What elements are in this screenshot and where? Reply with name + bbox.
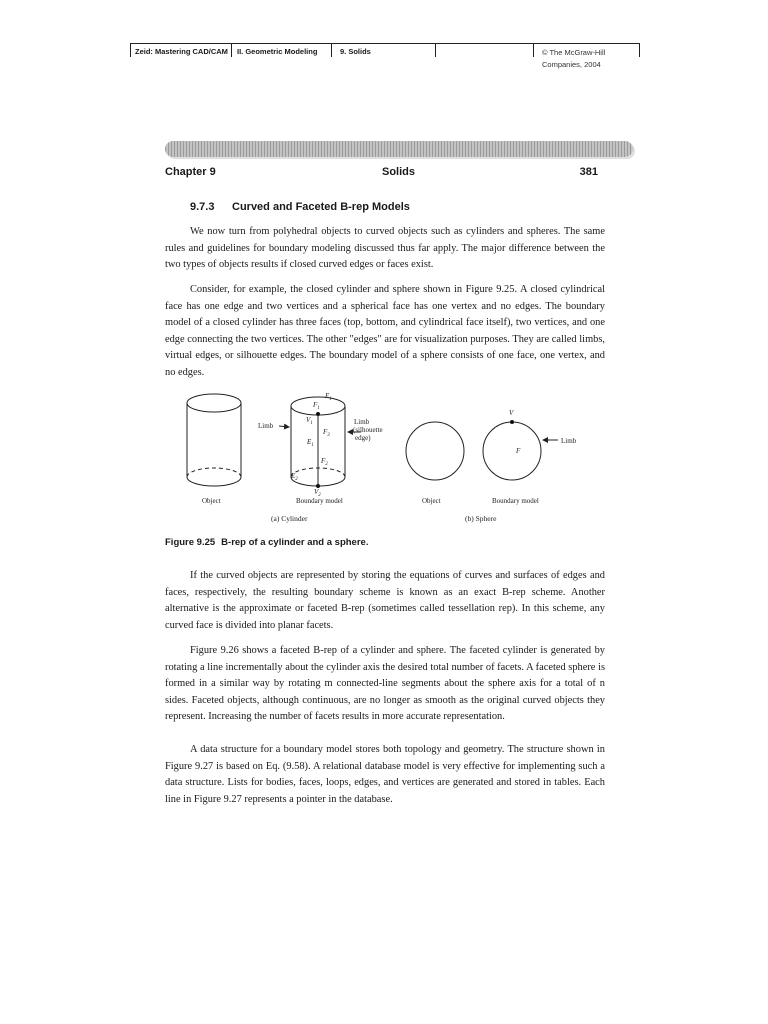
header-divider xyxy=(639,43,640,57)
label-boundary-cylinder: Boundary model xyxy=(296,497,343,505)
chapter-label: Chapter 9 xyxy=(165,166,216,178)
label-f2: $F_2$ xyxy=(321,457,328,467)
sphere-vertex xyxy=(510,420,514,424)
label-sphere-v: V xyxy=(509,409,514,417)
label-e2: $E_2$ xyxy=(291,472,298,482)
label-e1: $E_1$ xyxy=(325,392,332,402)
header-rule xyxy=(130,43,640,44)
label-f1: $F_1$ xyxy=(313,401,320,411)
header-divider xyxy=(533,43,534,57)
section-title: Curved and Faceted B-rep Models xyxy=(232,201,410,213)
figure-number: Figure 9.25 xyxy=(165,537,216,548)
figure-drawing xyxy=(165,388,605,528)
figure-caption xyxy=(165,537,368,548)
header-book-title: Zeid: Mastering CAD/CAM xyxy=(135,47,228,56)
header-divider xyxy=(231,43,232,57)
header-divider xyxy=(130,43,131,57)
label-edge: edge) xyxy=(355,434,371,442)
label-sphere-f: F xyxy=(516,447,521,455)
header-divider xyxy=(331,43,332,57)
label-boundary-sphere: Boundary model xyxy=(492,497,539,505)
label-v1: $V_1$ xyxy=(306,416,313,426)
sphere-boundary-shape xyxy=(483,422,541,480)
chapter-decorative-bar xyxy=(165,141,633,157)
chapter-title: Solids xyxy=(382,166,416,178)
header-publisher xyxy=(542,47,605,71)
label-silhouette: (silhouette xyxy=(353,426,383,434)
label-limb-left: Limb xyxy=(258,422,274,430)
label-object-sphere: Object xyxy=(422,497,441,505)
paragraph: A data structure for a boundary model stores both topology and geometry. The structure shown in Figure 9.27 is based on Eq. (9.58). A relational database model is very effective for implementing such a data structure. Lists for bodies, faces, loops, edges, and vertices are generated and stored in tables. Each line in Figure 9.27 represents a pointer in the database. xyxy=(165,744,605,805)
section-number: 9.7.3 xyxy=(190,201,215,213)
paragraph: Consider, for example, the closed cylinder and sphere shown in Figure 9.25. A closed cylindrical face has one edge and two vertices and a spherical face has one vertex and no edges. The boundary model of a closed cylinder has three faces (top, bottom, and cylindrical face itself), two vertices, and one edge connecting the two vertices. The other "edges" are for visualization purposes. They are called limbs, virtual edges, or silhouette edges. The boundary model of a sphere consists of one face, one vertex, and no edges. xyxy=(165,284,605,378)
publisher-line-2: Companies, 2004 xyxy=(542,60,601,69)
cylinder-object-shape xyxy=(187,394,241,486)
label-limb-right: Limb xyxy=(354,418,370,426)
header-chapter: 9. Solids xyxy=(340,47,371,56)
label-v2: $V_2$ xyxy=(314,488,321,498)
vertex-v1 xyxy=(316,412,320,416)
subcaption-cylinder: (a) Cylinder xyxy=(271,514,308,523)
label-f3: $F_3$ xyxy=(323,428,330,438)
section-heading xyxy=(190,201,410,213)
figure-caption-text: B-rep of a cylinder and a sphere. xyxy=(221,537,369,548)
header-divider xyxy=(435,43,436,57)
chapter-header xyxy=(165,166,598,180)
label-sphere-limb: Limb xyxy=(561,437,577,445)
sphere-object-shape xyxy=(406,422,464,480)
header-part: II. Geometric Modeling xyxy=(237,47,318,56)
paragraph: Figure 9.26 shows a faceted B-rep of a cylinder and sphere. The faceted cylinder is generated by rotating a line incrementally about the cylinder axis the desired total number of facets. A faceted sphere is formed in a similar way by rotating m connected-line segments about the sphere axis for a total of n sides. Faceted objects, although continuous, are no longer as smooth as the original curved objects they represent. Increasing the number of facets results in more accurate representation. xyxy=(165,645,605,723)
subcaption-sphere: (b) Sphere xyxy=(465,514,497,523)
paragraph: We now turn from polyhedral objects to curved objects such as cylinders and spheres. The same rules and guidelines for boundary modeling discussed thus far apply. The major difference between the two types of objects results if closed curved edges or faces exist. xyxy=(165,226,605,271)
figure-9-25 xyxy=(165,388,605,528)
publisher-line-1: © The McGraw-Hill xyxy=(542,48,606,57)
label-object-cylinder: Object xyxy=(202,497,221,505)
page-number: 381 xyxy=(579,166,598,178)
paragraph: If the curved objects are represented by storing the equations of curves and surfaces of edges and faces, respectively, the resulting boundary scheme is known as an exact B-rep scheme. Another alternative is the approximate or faceted B-rep (sometimes called tessellation rep). In this scheme, any curved face is divided into planar facets. xyxy=(165,570,605,631)
running-header xyxy=(130,43,640,83)
label-e-mid: $E_1$ xyxy=(307,438,314,448)
